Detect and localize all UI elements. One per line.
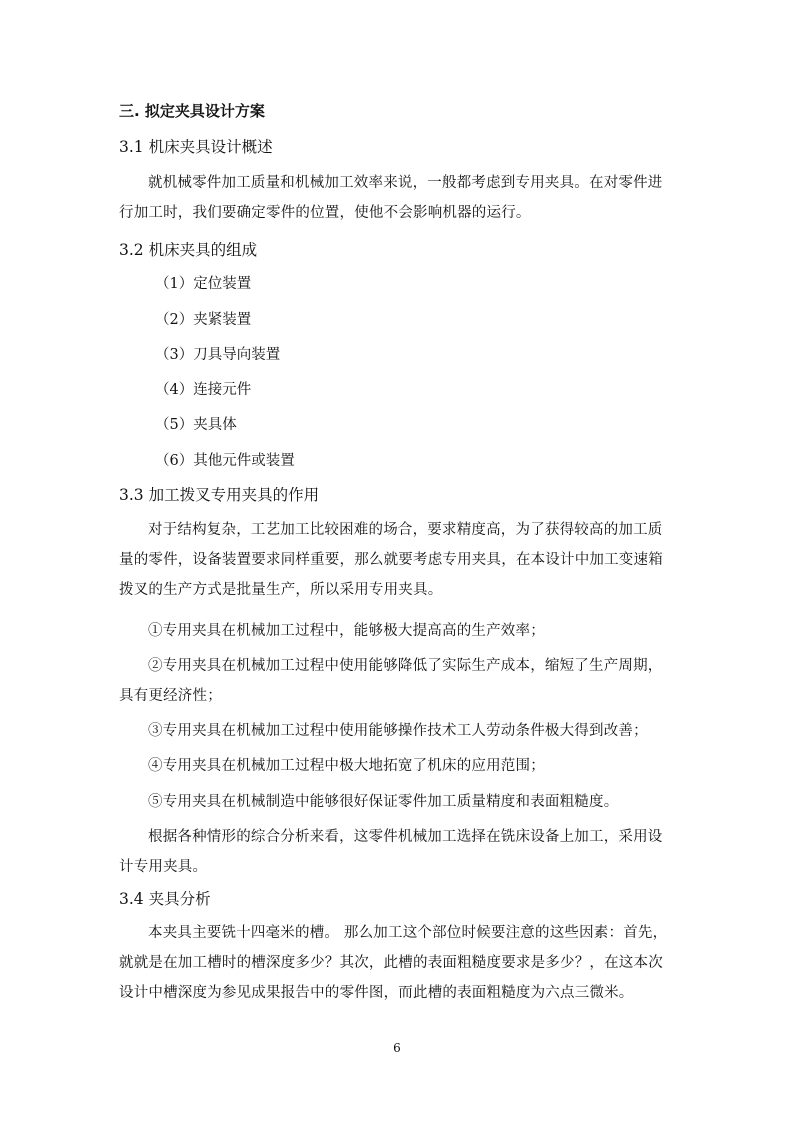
section-title: 三. 拟定夹具设计方案 (119, 102, 265, 120)
heading-3-2: 3.2 机床夹具的组成 (119, 241, 258, 259)
list-item: （3）刀具导向装置 (155, 347, 281, 363)
list-item: （1）定位装置 (155, 276, 252, 292)
list-item: ②专用夹具在机械加工过程中使用能够降低了实际生产成本，缩短了生产周期，具有更经济性； (119, 658, 663, 704)
list-item: （2）夹紧装置 (155, 312, 252, 328)
heading-3-1: 3.1 机床夹具设计概述 (119, 138, 273, 156)
paragraph-3-3-intro: 对于结构复杂，工艺加工比较困难的场合，要求精度高，为了获得较高的加工质量的零件，设备装置要求同样重要，那么就要考虑专用夹具，在本设计中加工变速箱拨叉的生产方式是批量生产，所以采用专用夹具。 (119, 522, 663, 598)
list-item: ③专用夹具在机械加工过程中使用能够操作技术工人劳动条件极大得到改善； (148, 723, 648, 739)
list-item: （6）其他元件或装置 (155, 453, 295, 469)
page-number: 6 (393, 1041, 401, 1055)
list-item: （5）夹具体 (155, 417, 237, 433)
paragraph-3-3-conclusion: 根据各种情形的综合分析来看，这零件机械加工选择在铣床设备上加工，采用设计专用夹具。 (119, 829, 663, 875)
list-item: ④专用夹具在机械加工过程中极大地拓宽了机床的应用范围； (148, 758, 545, 774)
heading-3-3: 3.3 加工拨叉专用夹具的作用 (119, 486, 320, 504)
list-item: ⑤专用夹具在机械制造中能够很好保证零件加工质量精度和表面粗糙度。 (148, 794, 619, 810)
list-item: （4）连接元件 (155, 382, 252, 398)
list-item: ①专用夹具在机械加工过程中，能够极大提高高的生产效率； (148, 623, 545, 639)
paragraph-3-4: 本夹具主要铣十四毫米的槽。 那么加工这个部位时候要注意的这些因素：首先，就就是在加工槽时的槽深度多少？其次，此槽的表面粗糙度要求是多少？，在这本次设计中槽深度为参见成果报告中的零件图，而此槽的表面粗糙度为六点三微米。 (119, 925, 668, 1001)
paragraph-3-1: 就机械零件加工质量和机械加工效率来说，一般都考虑到专用夹具。在对零件进行加工时，我们要确定零件的位置，使他不会影响机器的运行。 (119, 175, 663, 221)
heading-3-4: 3.4 夹具分析 (119, 890, 211, 908)
